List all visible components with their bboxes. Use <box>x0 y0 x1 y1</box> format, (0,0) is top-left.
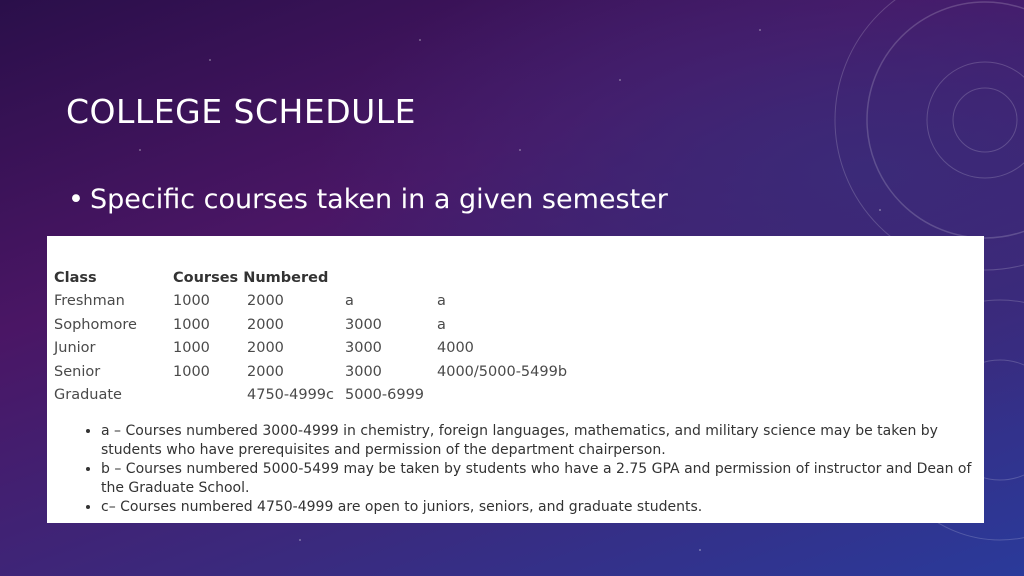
footnote-a: • a – Courses numbered 3000-4999 in chemistry, foreign languages, mathematics, and military science may be taken by students who have prerequisites and permission of the department chairperson. <box>101 422 991 460</box>
header-class: Class <box>54 269 97 286</box>
table-cell: 4000 <box>437 340 474 357</box>
slide-title: COLLEGE SCHEDULE <box>66 92 417 131</box>
table-row <box>54 337 587 361</box>
table-row <box>54 360 587 384</box>
footnote-list <box>67 422 991 517</box>
table-cell: 3000 <box>345 316 382 333</box>
bullet-point <box>68 184 668 215</box>
table-cell: Graduate <box>54 387 122 404</box>
table-cell: 1000 <box>173 340 210 357</box>
table-cell: Junior <box>54 340 96 357</box>
table-cell: 2000 <box>247 293 284 310</box>
table-header-row <box>54 266 587 290</box>
table-cell: 2000 <box>247 316 284 333</box>
table-cell: 2000 <box>247 340 284 357</box>
table-cell <box>173 384 247 408</box>
table-cell: 5000-6999 <box>345 387 425 404</box>
footnote-c: • c– Courses numbered 4750-4999 are open to juniors, seniors, and graduate students. <box>101 498 991 517</box>
table-cell: 1000 <box>173 293 210 310</box>
table-cell: 3000 <box>345 363 382 380</box>
table-row <box>54 384 587 408</box>
table-cell: Senior <box>54 363 101 380</box>
schedule-panel <box>47 236 984 523</box>
bullet-dot: • <box>68 184 84 215</box>
table-cell: 4000/5000-5499b <box>437 363 568 380</box>
table-cell: 4750-4999c <box>247 387 335 404</box>
table-cell: 2000 <box>247 363 284 380</box>
footnote-b: • b – Courses numbered 5000-5499 may be taken by students who have a 2.75 GPA and permission of instructor and Dean of the Graduate School. <box>101 460 991 498</box>
schedule-table <box>54 266 587 407</box>
table-row <box>54 313 587 337</box>
table-cell: 3000 <box>345 340 382 357</box>
table-cell: 1000 <box>173 363 210 380</box>
table-cell: a <box>437 293 446 310</box>
table-cell: Freshman <box>54 293 125 310</box>
bullet-text: Specific courses taken in a given semester <box>90 184 668 215</box>
table-cell: a <box>437 316 446 333</box>
table-cell: a <box>345 293 354 310</box>
table-cell <box>437 384 587 408</box>
header-courses-numbered: Courses Numbered <box>173 269 329 286</box>
table-cell: Sophomore <box>54 316 137 333</box>
table-cell: 1000 <box>173 316 210 333</box>
table-row <box>54 290 587 314</box>
